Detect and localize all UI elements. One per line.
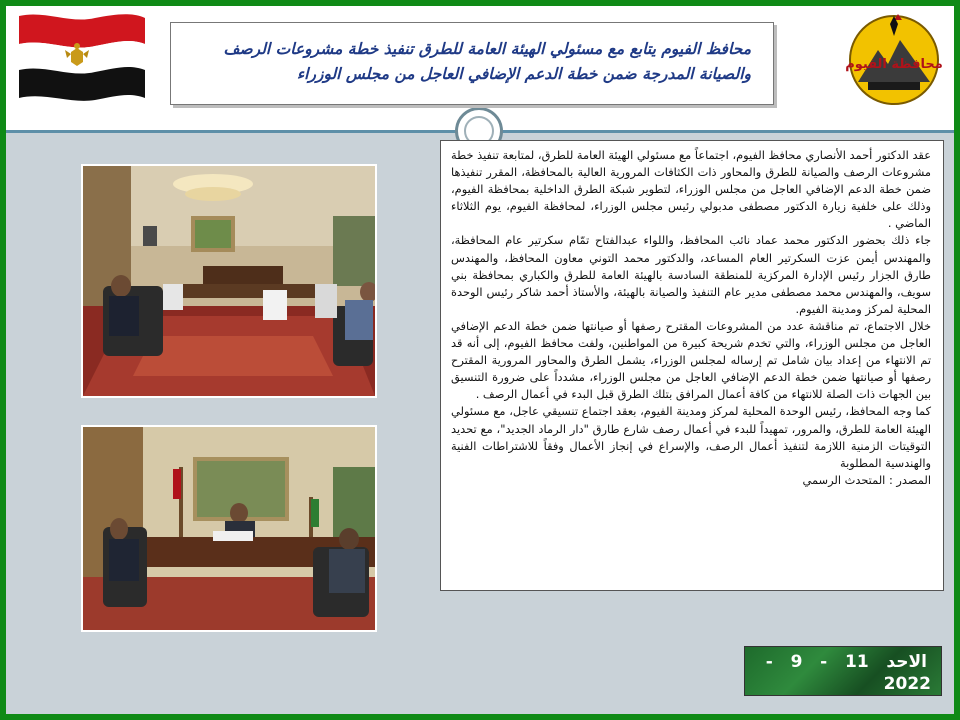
date-day-month: الاحد 11 - 9 - bbox=[765, 652, 927, 672]
title-line-2: والصيانة المدرجة ضمن خطة الدعم الإضافي العاجل من مجلس الوزراء bbox=[296, 65, 751, 83]
article-source: المصدر : المتحدث الرسمي bbox=[802, 472, 931, 487]
meeting-photo-1 bbox=[81, 164, 377, 398]
title-box bbox=[170, 22, 774, 105]
article-paragraph: خلال الاجتماع، تم مناقشة عدد من المشروعات المقترح رصفها أو صيانتها ضمن خطة الدعم الإضافي العاجل من مجلس الوزراء، والتي تخدم شريحة كبيرة من المواطنين، ولفت محافظ الفيوم، إلى أنه قد تم الانتهاء من إعداد بيان شامل تم إرساله لمجلس الوزراء، يشمل الطرق والمحاور المرورية المقترح رصفها أو صيانتها ضمن خطة الدعم الإضافي العاجل من مجلس الوزراء، مشدداً على ضرورة التنسيق بين الجهات ذات الصلة للانتهاء من كافة أعمال المرافق بتلك الطرق قبل البدء في أعمال الرصف . bbox=[451, 318, 931, 402]
article-text-box bbox=[440, 140, 944, 591]
article-paragraph: جاء ذلك بحضور الدكتور محمد عماد نائب المحافظ، واللواء عبدالفتاح تمّام سكرتير عام المحافظة، والمهندس أيمن عزت السكرتير العام المساعد، والدكتور محمد التوني معاون المحافظ، والمهندس طارق الجزار رئيس الإدارة المركزية للمنطقة السادسة بالهيئة العامة للطرق والكباري بمحافظة بني سويف، والمهندس محمد مصطفى مدير عام التنفيذ والصيانة بالهيئة، والأستاذ أحمد شاكر رئيس الوحدة المحلية لمركز ومدينة الفيوم. bbox=[451, 233, 931, 316]
meeting-photo-2 bbox=[81, 425, 377, 632]
date-year: 2022 bbox=[883, 674, 931, 694]
fayoum-governorate-logo-icon bbox=[838, 10, 950, 108]
logo-text: محافظة الفيوم bbox=[845, 57, 943, 72]
egypt-flag-icon bbox=[15, 10, 148, 102]
title-line-1: محافظ الفيوم يتابع مع مسئولي الهيئة العامة للطرق تنفيذ خطة مشروعات الرصف bbox=[223, 40, 751, 58]
date-badge bbox=[744, 646, 942, 696]
article-paragraph: كما وجه المحافظ، رئيس الوحدة المحلية لمركز ومدينة الفيوم، بعقد اجتماع تنسيقي عاجل، مع مسئولي الهيئة العامة للطرق، والمرور، تمهيداً للبدء في أعمال رصف شارع طارق "دار الرماد الجديد"، مع تحديد التوقيتات الزمنية اللازمة لتنفيذ أعمال الرصف، والإسراع في إنجاز الأعمال وفقاً للاشتراطات الفنية والهندسية المطلوبة bbox=[451, 404, 931, 470]
article-paragraph: عقد الدكتور أحمد الأنصاري محافظ الفيوم، اجتماعاً مع مسئولي الهيئة العامة للطرق، لمتابعة تنفيذ خطة مشروعات الرصف والصيانة للطرق والمحاور ذات الكثافات المرورية العالية بالمحافظة، المقرر تنفيذها ضمن خطة الدعم الإضافي العاجل من مجلس الوزراء، لتطوير شبكة الطرق الداخلية بمحافظة الفيوم، وذلك على خلفية زيارة الدكتور مصطفى مدبولي رئيس مجلس الوزراء، لمحافظة الفيوم، يوم الثلاثاء الماضي . bbox=[451, 148, 931, 231]
